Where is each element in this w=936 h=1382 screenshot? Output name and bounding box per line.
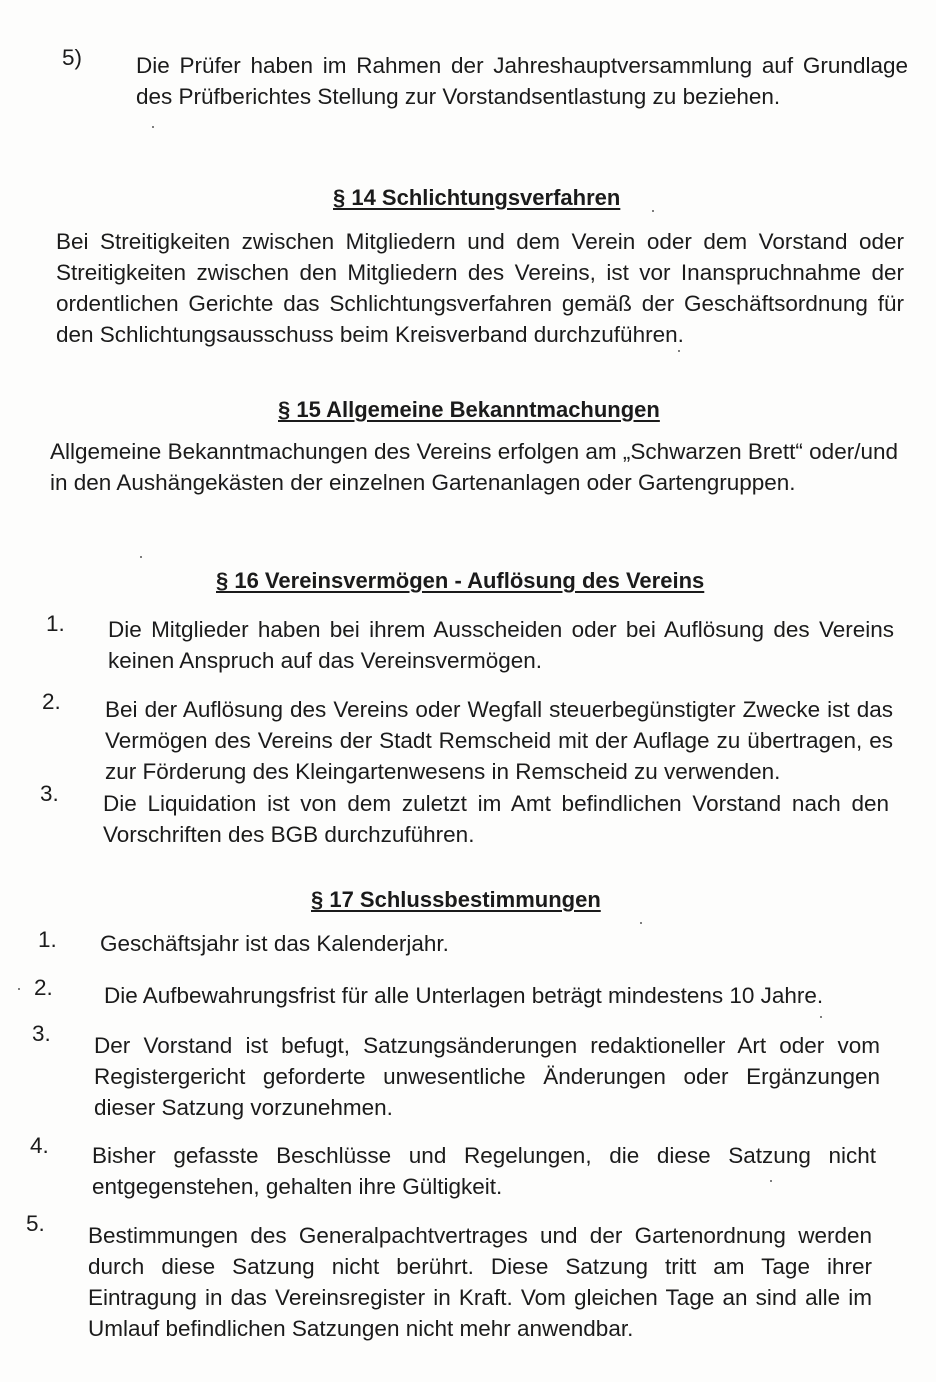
item-number: 5) — [62, 45, 83, 70]
section-16-item-2-number: 2. — [42, 689, 61, 714]
section-16-heading: § 16 Vereinsvermögen - Auflösung des Vereins — [216, 568, 705, 593]
scan-speck — [18, 988, 20, 990]
section-17-item-4-text: Bisher gefasste Beschlüsse und Regelungen, die diese Satzung nicht entgegenstehen, gehalten ihre Gültigkeit. — [92, 1143, 876, 1199]
section-17-item-1-text: Geschäftsjahr ist das Kalenderjahr. — [100, 931, 449, 956]
section-17-item-3-text: Der Vorstand ist befugt, Satzungsänderungen redaktioneller Art oder vom Registergericht geforderte unwesentliche Änderungen oder Ergänzungen dieser Satzung vorzunehmen. — [94, 1033, 880, 1120]
item-text-pruefer: Die Prüfer haben im Rahmen der Jahreshauptversammlung auf Grundlage des Prüfberichtes Stellung zur Vorstandsentlastung zu beziehen. — [136, 53, 908, 109]
cut-off-top-line — [330, 0, 590, 4]
scan-speck — [678, 350, 680, 352]
scan-speck — [770, 1180, 772, 1182]
section-17-item-2-text: Die Aufbewahrungsfrist für alle Unterlagen beträgt mindestens 10 Jahre. — [104, 983, 824, 1008]
section-14-heading: § 14 Schlichtungsverfahren — [333, 185, 621, 210]
scan-speck — [640, 922, 642, 924]
section-14-body: Bei Streitigkeiten zwischen Mitgliedern und dem Verein oder dem Vorstand oder Streitigkeiten zwischen den Mitgliedern des Vereins, ist vor Inanspruchnahme der ordentlichen Gerichte das Schlichtungsverfahren gemäß der Geschäftsordnung für den Schlichtungsausschuss beim Kreisverband durchzuführen. — [56, 229, 904, 347]
section-17-item-5-text: Bestimmungen des Generalpachtvertrages und der Gartenordnung werden durch diese Satzung nicht berührt. Diese Satzung tritt am Tage ihrer Eintragung in das Vereinsregister in Kraft. Vom gleichen Tage an sind alle im Umlauf befindlichen Satzungen nicht mehr anwendbar. — [88, 1223, 872, 1341]
section-17-heading: § 17 Schlussbestimmungen — [311, 887, 601, 912]
section-17-item-1-number: 1. — [38, 927, 57, 952]
scan-speck — [152, 126, 154, 128]
scan-speck — [140, 556, 142, 558]
section-17-item-3-number: 3. — [32, 1021, 51, 1046]
section-16-item-3-text: Die Liquidation ist von dem zuletzt im Amt befindlichen Vorstand nach den Vorschriften des BGB durchzuführen. — [103, 791, 889, 847]
section-16-item-3-number: 3. — [40, 781, 59, 806]
scan-speck — [820, 1016, 822, 1018]
section-15-body: Allgemeine Bekanntmachungen des Vereins erfolgen am „Schwarzen Brett“ oder/und in den Aushängekästen der einzelnen Gartenanlagen oder Gartengruppen. — [50, 439, 898, 495]
section-16-item-1-number: 1. — [46, 611, 65, 636]
section-15-heading: § 15 Allgemeine Bekanntmachungen — [278, 397, 660, 422]
section-17-item-5-number: 5. — [26, 1211, 45, 1236]
section-16-item-2-text: Bei der Auflösung des Vereins oder Wegfall steuerbegünstigter Zwecke ist das Vermögen des Vereins der Stadt Remscheid mit der Auflage zu übertragen, es zur Förderung des Kleingartenwesens in Remscheid zu verwenden. — [105, 697, 893, 784]
scan-speck — [652, 210, 654, 212]
section-17-item-2-number: 2. — [34, 975, 53, 1000]
section-17-item-4-number: 4. — [30, 1133, 49, 1158]
section-16-item-1-text: Die Mitglieder haben bei ihrem Ausscheiden oder bei Auflösung des Vereins keinen Anspruch auf das Vereinsvermögen. — [108, 617, 894, 673]
